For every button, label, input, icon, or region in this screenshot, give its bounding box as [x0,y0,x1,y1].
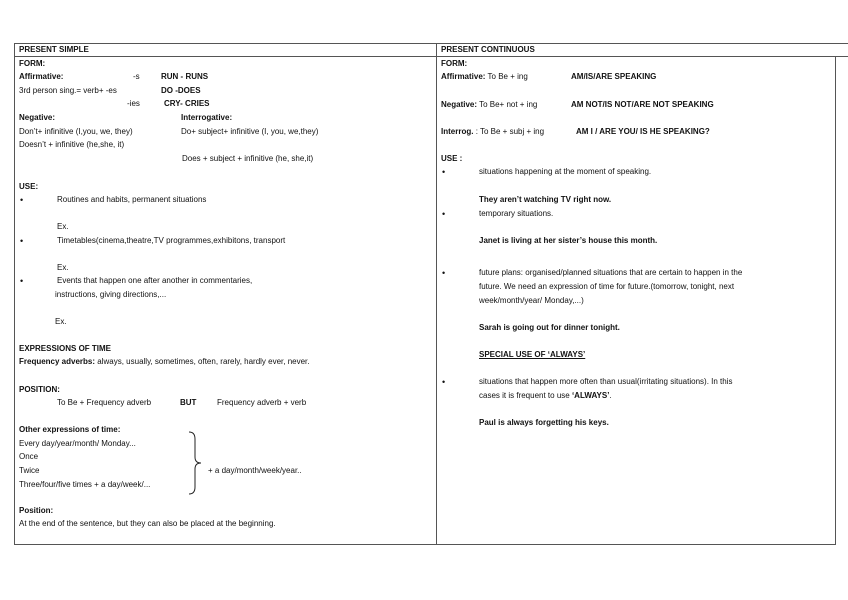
ps-suffix-ies: -ies [127,99,140,108]
header-row-border [14,56,848,57]
ps-suffix-s: -s [133,72,140,81]
pc-negative-line [441,100,537,110]
pc-affirmative-label: Affirmative: [441,72,486,81]
ps-position-heading: POSITION: [19,385,60,394]
ps-other-expressions-label: Other expressions of time: [19,425,121,434]
ps-negative-doesnt: Doesn’t + infinitive (he,she, it) [19,140,125,149]
ps-position-rule-b: Frequency adverb + verb [217,398,307,407]
pc-interrog-line [441,127,544,137]
ps-ex-3: Ex. [55,317,67,326]
pc-affirmative-example: AM/IS/ARE SPEAKING [571,72,657,81]
ps-bullet-icon: • [20,195,24,205]
pc-negative-example: AM NOT/IS NOT/ARE NOT SPEAKING [571,100,714,109]
pc-affirmative-rule: To Be + ing [487,72,528,81]
pc-bullet-icon: • [442,167,446,177]
ps-do-example: DO -DOES [161,86,201,95]
ps-run-example: RUN - RUNS [161,72,209,81]
pc-interrog-rule: : To Be + subj + ing [475,127,545,136]
pc-use-4-line1: situations that happen more often than usual(irritating situations). In this [479,377,733,386]
table-top-border [14,43,848,44]
pc-use-3-line2: future. We need an expression of time for future.(tomorrow, tonight, next [479,282,735,291]
right-brace-icon [187,431,203,495]
ps-negative-label: Negative: [19,113,56,122]
ps-brace-rule: + a day/month/week/year.. [208,466,302,475]
pc-use-label: USE : [441,154,463,163]
ps-bullet-icon: • [20,276,24,286]
pc-negative-rule: To Be+ not + ing [479,100,538,109]
pc-use-3-line1: future plans: organised/planned situations that are certain to happen in the [479,268,743,277]
ps-interrogative-does: Does + subject + infinitive (he, she,it) [182,154,314,163]
pc-use-1: situations happening at the moment of speaking. [479,167,652,176]
ps-bullet-icon: • [20,236,24,246]
pc-bullet-icon: • [442,209,446,219]
pc-example-4: Paul is always forgetting his keys. [479,418,609,427]
pc-example-1: They aren’t watching TV right now. [479,195,612,204]
ps-cry-example: CRY- CRIES [164,99,210,108]
pc-use-4-line2-bold: ‘ALWAYS’ [571,391,610,400]
pc-interrog-label: Interrog. [441,127,474,136]
ps-interrogative-do: Do+ subject+ infinitive (I, you, we,they) [181,127,319,136]
ps-position2-heading: Position: [19,506,54,515]
ps-frequency-line [19,357,310,367]
ps-form-label: FORM: [19,59,46,68]
table-right-border [835,56,836,545]
table-bottom-border [14,544,835,545]
pc-use-4-line2-post: . [609,391,612,400]
ps-affirmative-label: Affirmative: [19,72,64,81]
ps-third-person-rule: 3rd person sing.= verb+ -es [19,86,117,95]
pc-negative-label: Negative: [441,100,478,109]
pc-affirmative-line [441,72,528,82]
ps-interrogative-label: Interrogative: [181,113,233,122]
pc-use-4-line2-pre: cases it is frequent to use [479,391,570,400]
ps-other-1: Every day/year/month/ Monday... [19,439,136,448]
present-simple-header: PRESENT SIMPLE [19,45,89,54]
pc-use-4-line2 [479,391,612,401]
ps-other-4: Three/four/five times + a day/week/... [19,480,151,489]
ps-negative-dont-text: Don’t+ infinitive (I,you, we, they) [19,127,133,136]
table-left-border [14,43,15,545]
ps-use-3-line1: Events that happen one after another in commentaries, [57,276,253,285]
ps-other-2: Once [19,452,39,461]
ps-use-1: Routines and habits, permanent situations [57,195,207,204]
ps-ex-1: Ex. [57,222,69,231]
ps-position-rule-a: To Be + Frequency adverb [57,398,152,407]
pc-special-heading: SPECIAL USE OF ‘ALWAYS’ [479,350,586,359]
table-column-divider [436,43,437,545]
pc-form-label: FORM: [441,59,468,68]
pc-use-2: temporary situations. [479,209,554,218]
pc-bullet-icon: • [442,377,446,387]
ps-use-3-line2: instructions, giving directions,... [55,290,167,299]
ps-position-but: BUT [180,398,197,407]
ps-use-label: USE: [19,182,39,191]
present-continuous-header: PRESENT CONTINUOUS [441,45,535,54]
ps-negative-dont [19,127,133,137]
pc-example-3: Sarah is going out for dinner tonight. [479,323,620,332]
pc-example-2: Janet is living at her sister’s house this month. [479,236,658,245]
pc-interrog-example: AM I / ARE YOU/ IS HE SPEAKING? [576,127,710,136]
ps-position2-text: At the end of the sentence, but they can also be placed at the beginning. [19,519,276,528]
ps-expressions-heading: EXPRESSIONS OF TIME [19,344,112,353]
pc-bullet-icon: • [442,268,446,278]
ps-frequency-label: Frequency adverbs: [19,357,96,366]
ps-ex-2: Ex. [57,263,69,272]
ps-frequency-list: always, usually, sometimes, often, rarely, hardly ever, never. [97,357,310,366]
ps-use-2: Timetables(cinema,theatre,TV programmes,exhibitons, transport [57,236,286,245]
ps-other-3: Twice [19,466,40,475]
pc-use-3-line3: week/month/year/ Monday,...) [479,296,584,305]
